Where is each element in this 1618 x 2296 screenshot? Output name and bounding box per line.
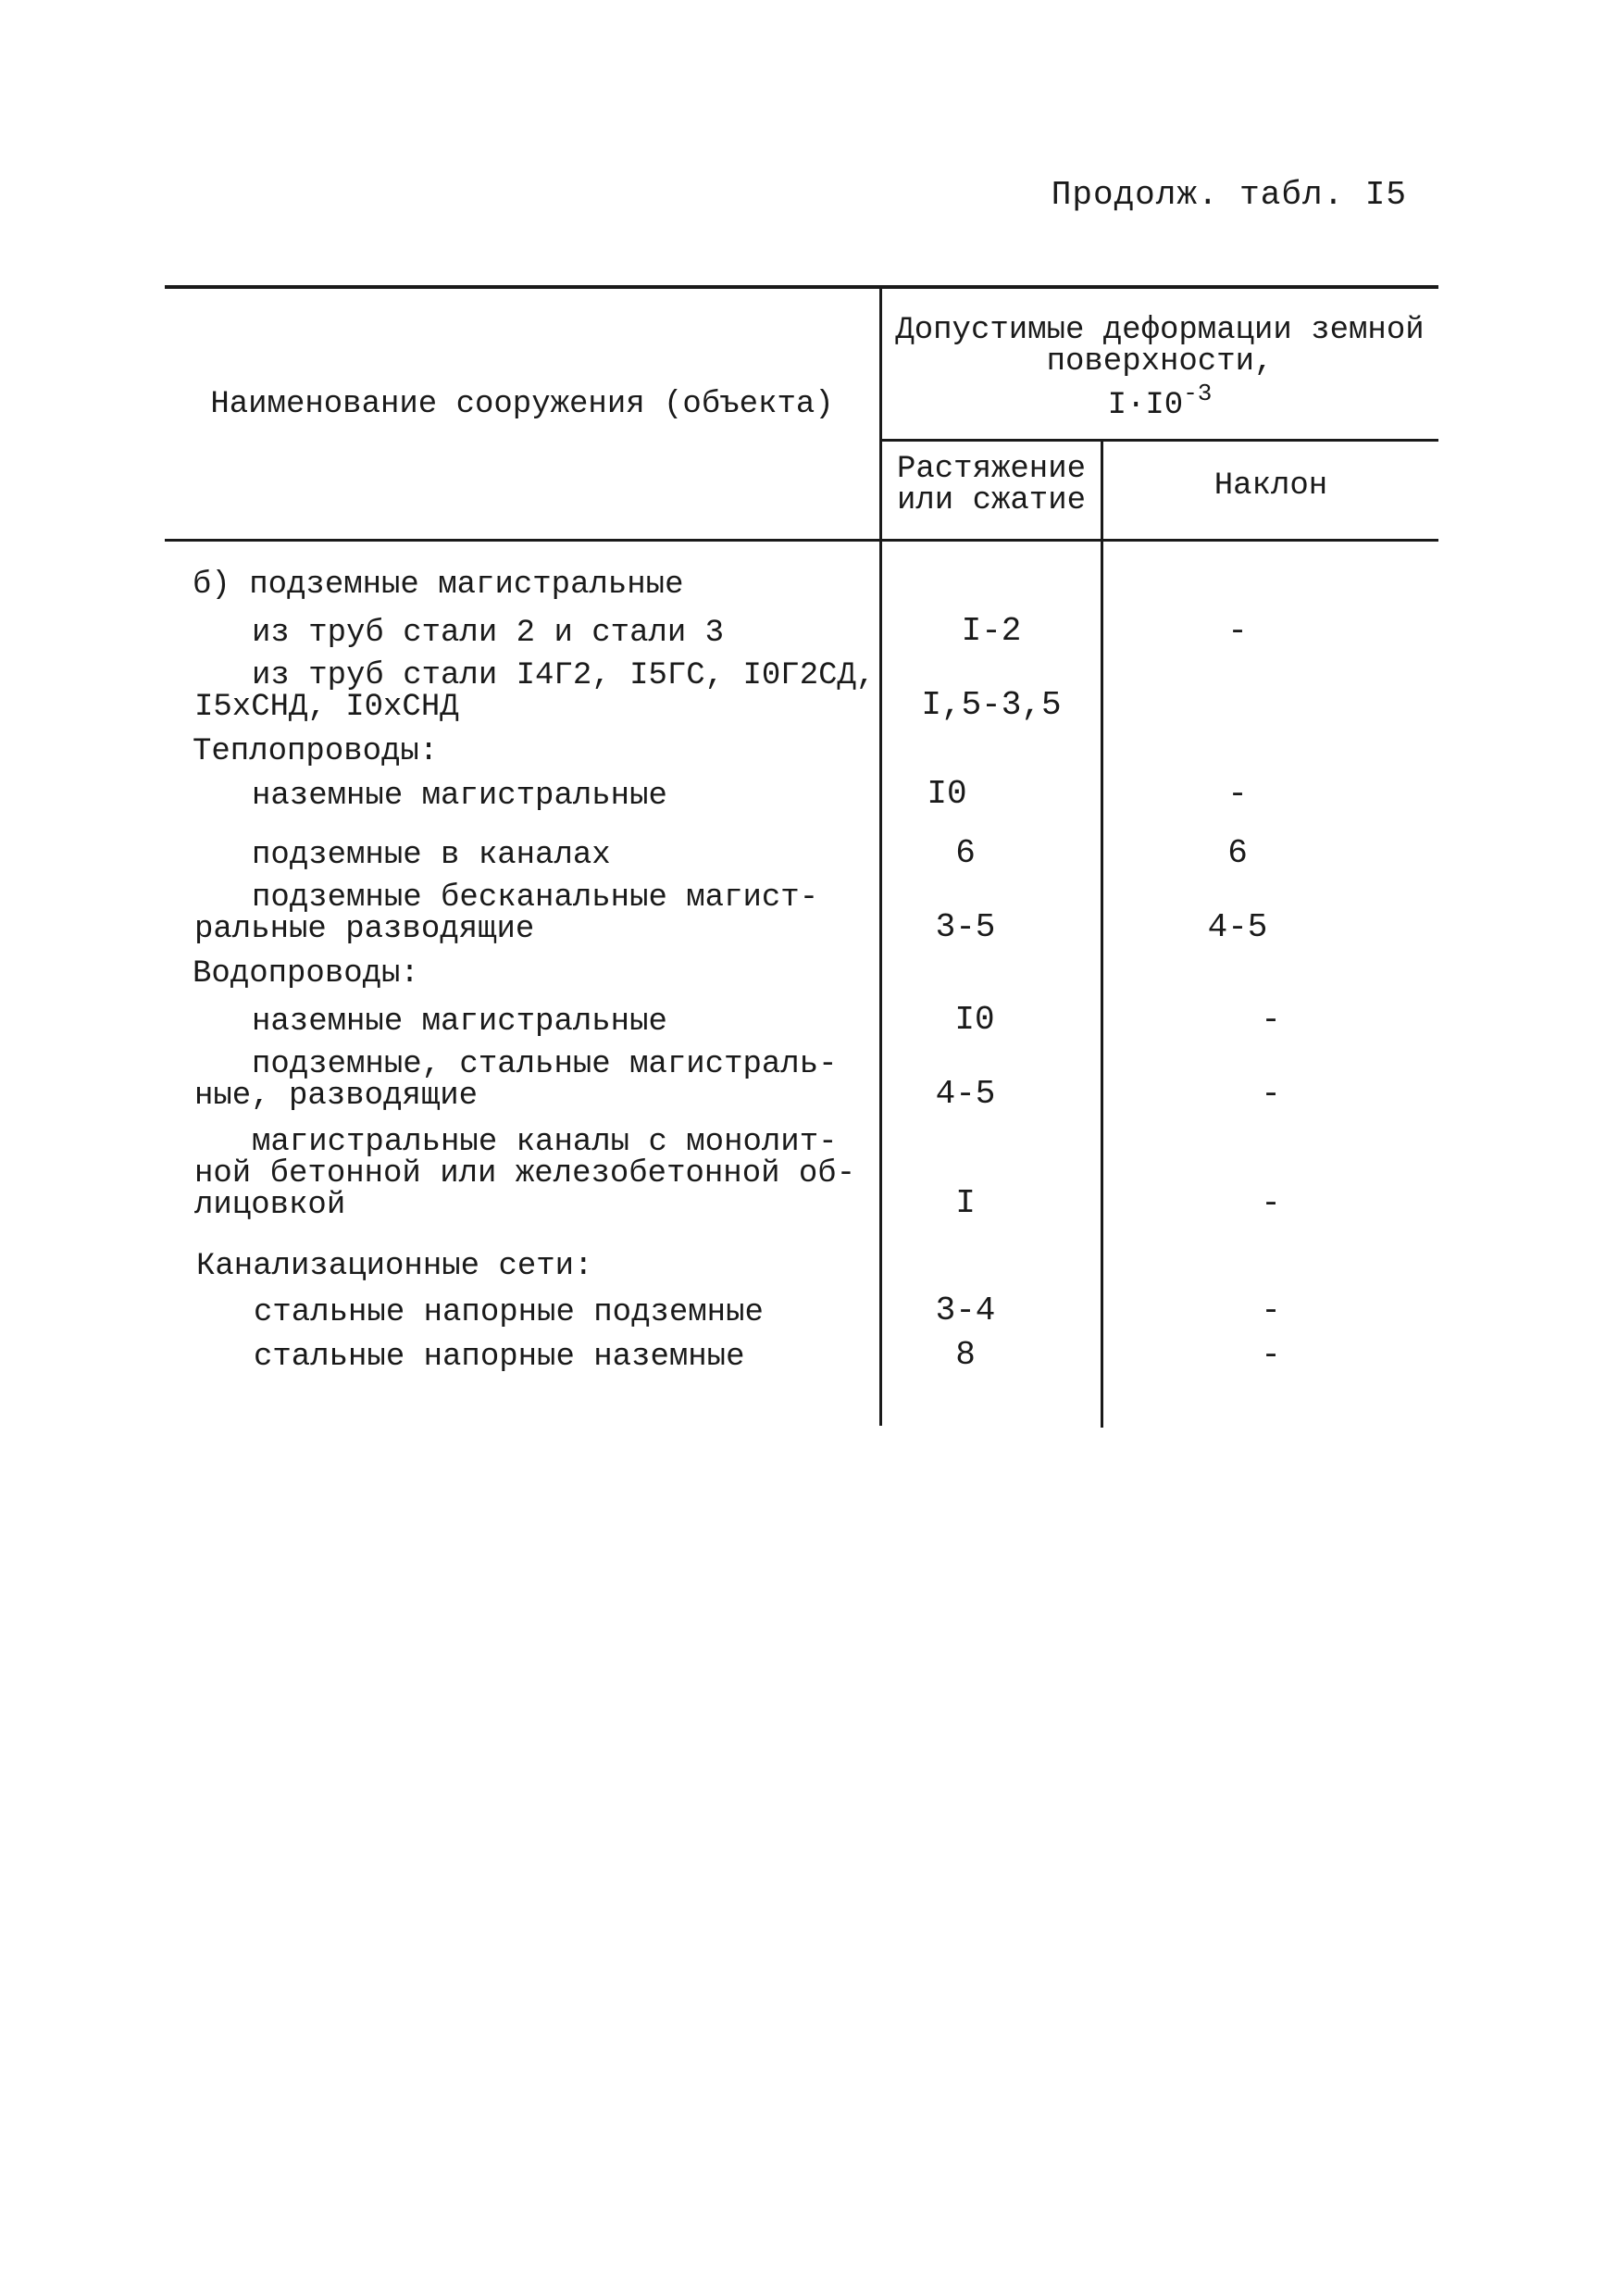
row-section-title: Канализационные сети: (196, 1249, 593, 1284)
header-tilt-column (1103, 470, 1438, 502)
row-stretch-value: I-2 (961, 612, 1022, 650)
row-tilt-value: - (1261, 1001, 1281, 1039)
row-section-title: Теплопроводы: (193, 734, 439, 769)
row-name-line: из труб стали 2 и стали 3 (252, 616, 725, 651)
header-unit-exponent: -3 (1183, 380, 1213, 407)
row-stretch-value: I0 (954, 1001, 995, 1039)
row-tilt-value: - (1227, 612, 1248, 650)
row-name-line: ные, разводящие (194, 1079, 479, 1114)
table-top-rule (165, 285, 1438, 289)
row-stretch-value: 6 (955, 834, 976, 872)
row-stretch-value: I (955, 1184, 976, 1222)
header-stretch-line2: или сжатие (896, 483, 1087, 518)
row-tilt-value: 4-5 (1207, 908, 1268, 946)
row-tilt-value: - (1227, 775, 1248, 813)
header-bottom-rule (165, 539, 1438, 542)
row-name-line: наземные магистральные (252, 779, 667, 814)
header-deformation-group (882, 315, 1438, 421)
row-section-title: Водопроводы: (193, 956, 419, 992)
row-name-line: I5хСНД, I0хСНД (194, 690, 459, 725)
row-tilt-value: - (1261, 1184, 1281, 1222)
row-stretch-value: I0 (927, 775, 967, 813)
row-name-line: подземные бесканальные магист- (252, 880, 819, 916)
row-tilt-value: 6 (1227, 834, 1248, 872)
row-name-line: из труб стали I4Г2, I5ГС, I0Г2СД, (252, 658, 876, 693)
header-sub-rule (881, 439, 1438, 442)
row-stretch-value: I,5-3,5 (921, 686, 1062, 724)
table-caption: Продолж. табл. I5 (1051, 176, 1407, 214)
row-tilt-value: - (1261, 1075, 1281, 1113)
row-name-line: лицовкой (194, 1188, 346, 1223)
header-tilt-label: Наклон (1214, 468, 1328, 504)
row-stretch-value: 4-5 (935, 1075, 996, 1113)
row-name-line: б) подземные магистральные (193, 568, 684, 603)
header-unit-base: I·I0 (1107, 388, 1184, 423)
row-name-line: магистральные каналы с монолит- (252, 1125, 838, 1160)
row-stretch-value: 3-4 (935, 1292, 996, 1329)
row-stretch-value: 3-5 (935, 908, 996, 946)
row-name-line: ной бетонной или железобетонной об- (194, 1156, 856, 1192)
row-name-line: подземные, стальные магистраль- (252, 1047, 838, 1082)
row-name-line: стальные напорные наземные (254, 1340, 745, 1375)
row-name-line: ральные разводящие (194, 912, 535, 947)
row-tilt-value: - (1261, 1336, 1281, 1374)
header-unit (882, 378, 1438, 421)
row-name-line: подземные в каналах (252, 838, 611, 873)
header-stretch-column (882, 454, 1101, 517)
header-name-label: Наименование сооружения (объекта) (210, 387, 834, 422)
row-stretch-value: 8 (955, 1336, 976, 1374)
header-name-column (165, 389, 879, 420)
header-stretch-line1: Растяжение (896, 452, 1087, 487)
header-group-line1: Допустимые деформации земной (895, 313, 1425, 348)
header-group-line2: поверхности, (1046, 344, 1274, 380)
row-name-line: наземные магистральные (252, 1004, 667, 1040)
row-name-line: стальные напорные подземные (254, 1295, 764, 1330)
row-tilt-value: - (1261, 1292, 1281, 1329)
